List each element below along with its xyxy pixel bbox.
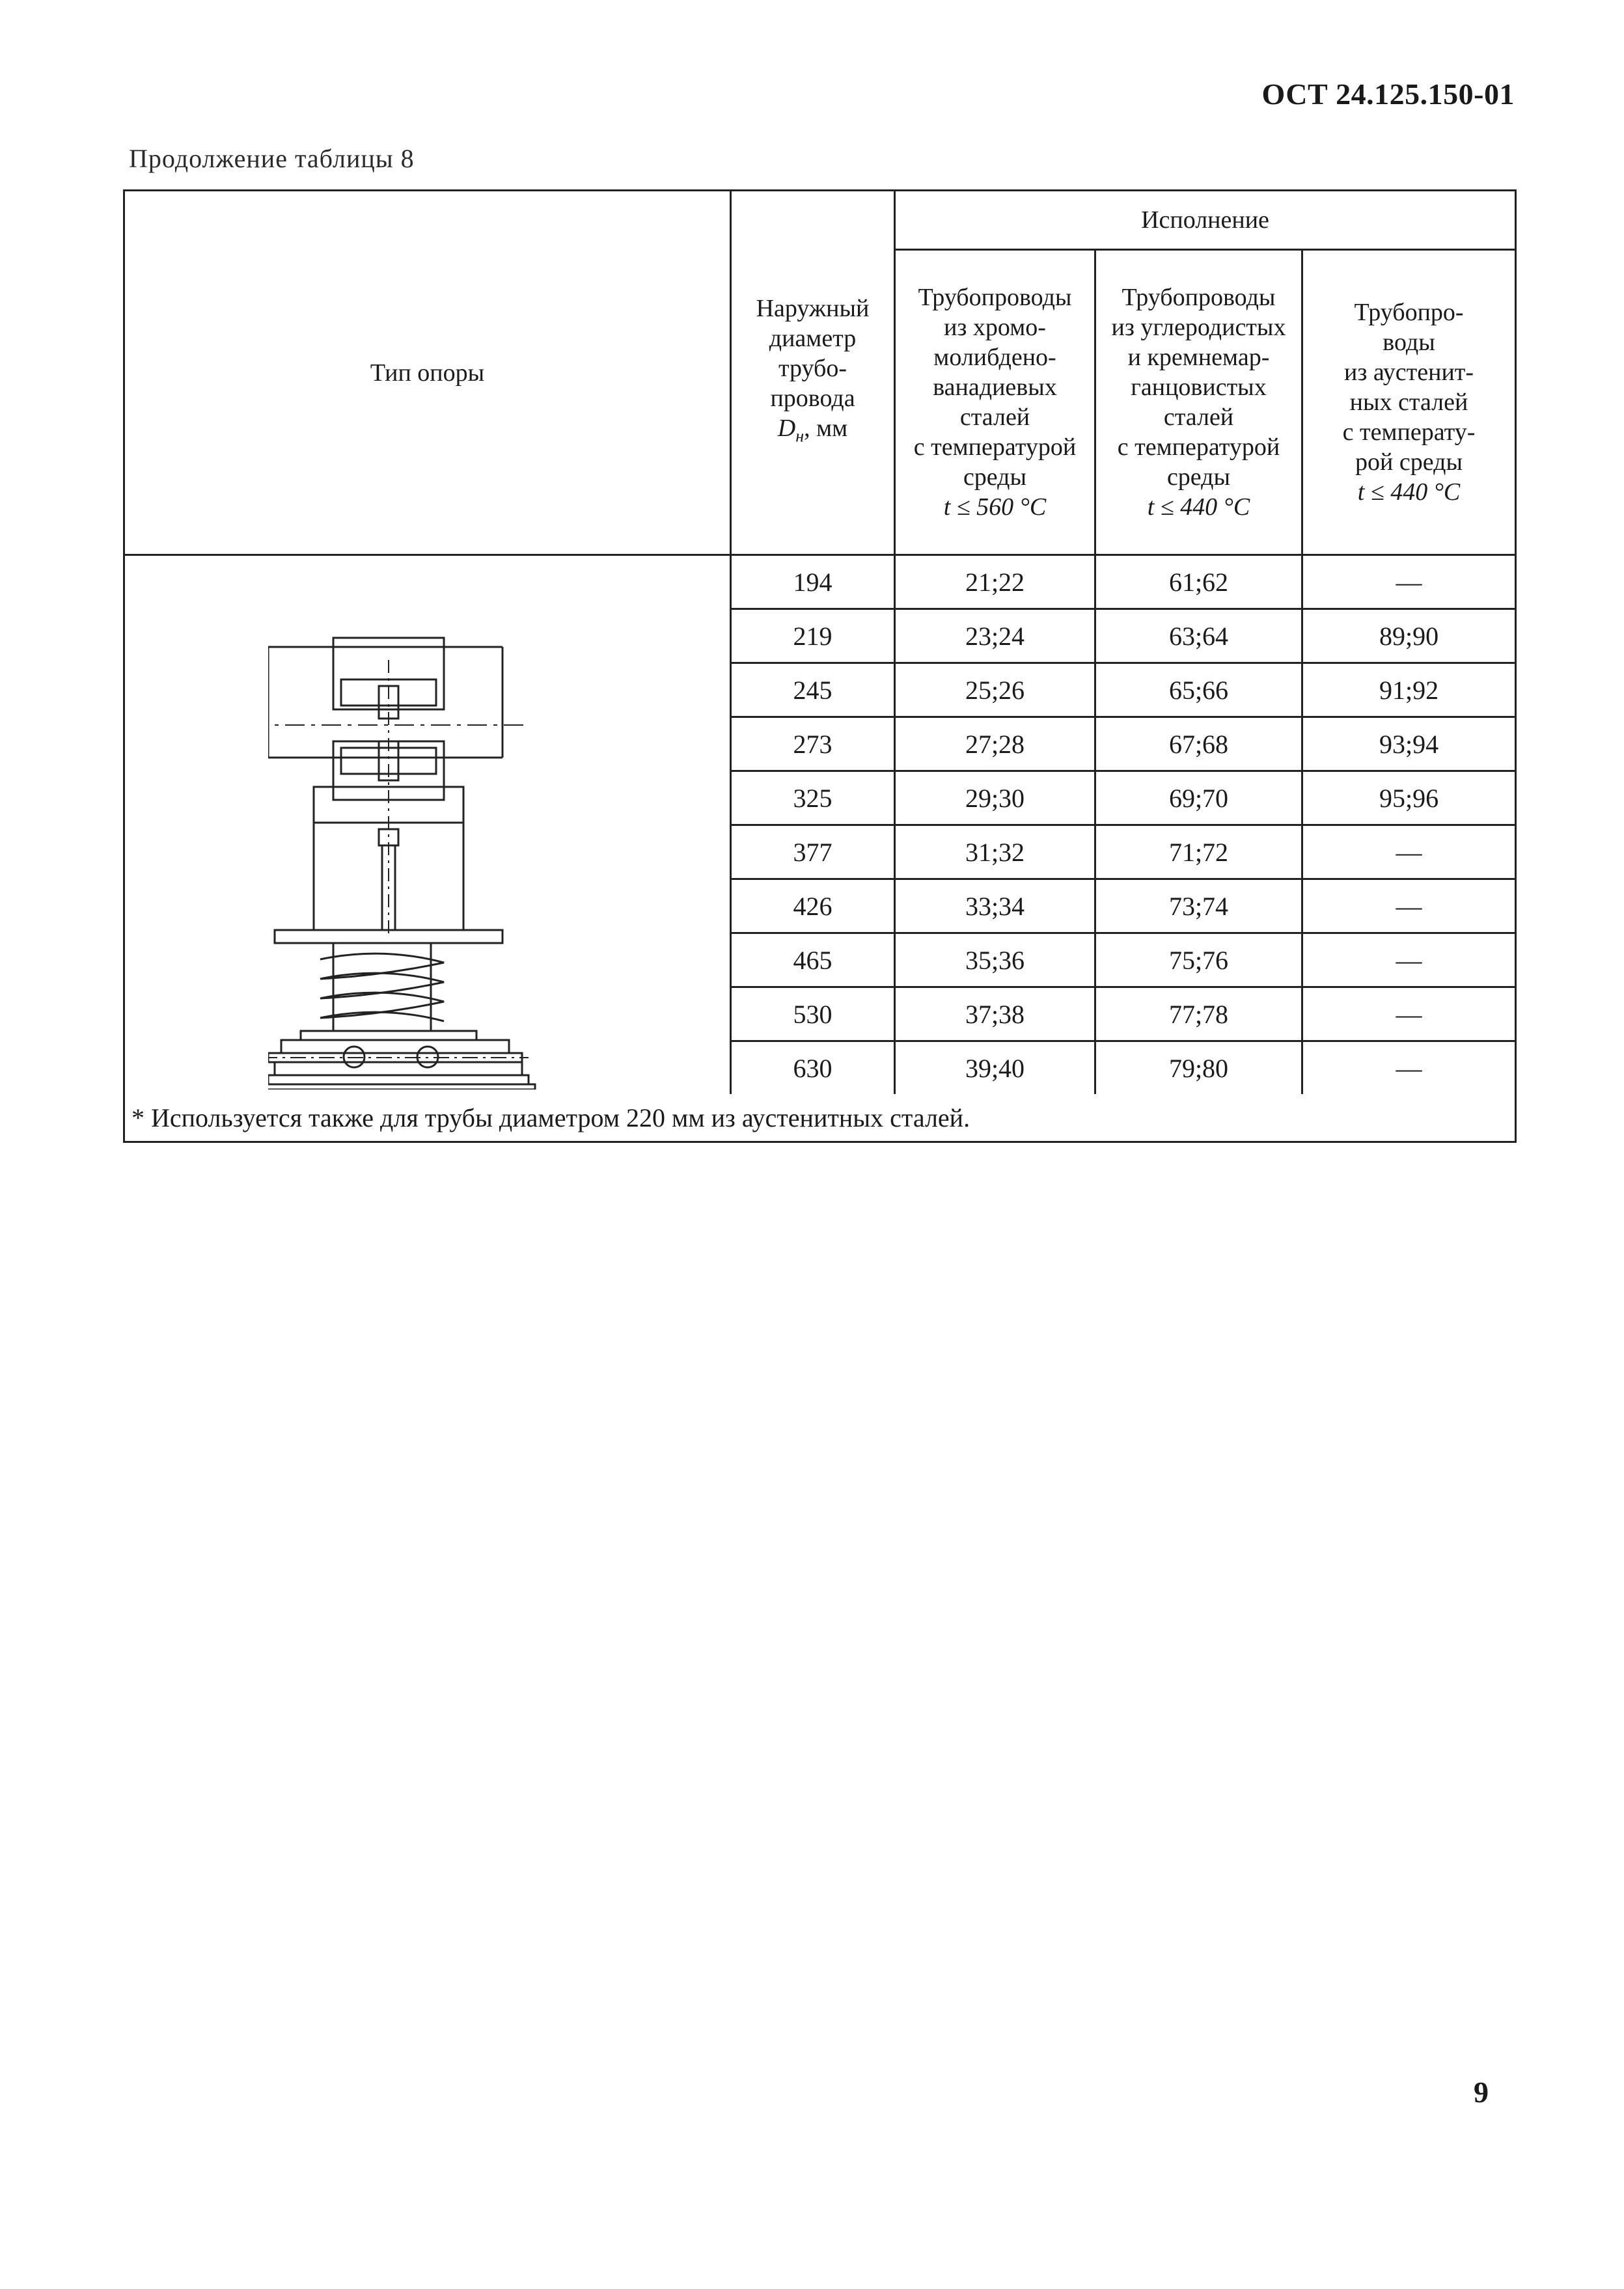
cell-carbon: 73;74: [1095, 879, 1302, 933]
header-cr-mo-v-steel: Трубопроводы из хромо- молибдено- ванадиевых сталей с температурой среды t ≤ 560 °C: [895, 250, 1095, 555]
header-outer-diameter: Наружный диаметр трубо- провода $D_н$, мм: [731, 191, 895, 555]
cell-diameter: 219: [731, 609, 895, 663]
header-support-type: Тип опоры: [124, 191, 731, 555]
cell-cr-mo-v: 33;34: [895, 879, 1095, 933]
cell-austenitic: —: [1302, 933, 1516, 987]
cell-cr-mo-v: 37;38: [895, 987, 1095, 1041]
cell-diameter: 245: [731, 663, 895, 717]
support-drawing-cell: [124, 555, 731, 1095]
support-table: [123, 189, 1517, 1143]
cell-cr-mo-v: 39;40: [895, 1041, 1095, 1095]
cell-carbon: 77;78: [1095, 987, 1302, 1041]
header-execution: Исполнение: [895, 191, 1516, 250]
table-footnote: * Используется также для трубы диаметром 220 мм из аустенитных сталей.: [124, 1094, 1516, 1142]
cell-cr-mo-v: 21;22: [895, 555, 1095, 609]
spring-support-drawing: [268, 582, 581, 1090]
cell-austenitic: 93;94: [1302, 717, 1516, 771]
cell-carbon: 63;64: [1095, 609, 1302, 663]
cell-carbon: 61;62: [1095, 555, 1302, 609]
cell-cr-mo-v: 25;26: [895, 663, 1095, 717]
cell-cr-mo-v: 27;28: [895, 717, 1095, 771]
cell-carbon: 75;76: [1095, 933, 1302, 987]
cell-diameter: 530: [731, 987, 895, 1041]
cell-austenitic: —: [1302, 825, 1516, 879]
cell-austenitic: —: [1302, 987, 1516, 1041]
cell-diameter: 194: [731, 555, 895, 609]
table-row: [124, 555, 1516, 609]
cell-cr-mo-v: 23;24: [895, 609, 1095, 663]
cell-austenitic: 91;92: [1302, 663, 1516, 717]
cell-carbon: 69;70: [1095, 771, 1302, 825]
cell-diameter: 273: [731, 717, 895, 771]
cell-diameter: 630: [731, 1041, 895, 1095]
cell-cr-mo-v: 29;30: [895, 771, 1095, 825]
cell-carbon: 67;68: [1095, 717, 1302, 771]
cell-diameter: 465: [731, 933, 895, 987]
cell-cr-mo-v: 31;32: [895, 825, 1095, 879]
cell-carbon: 79;80: [1095, 1041, 1302, 1095]
cell-diameter: 426: [731, 879, 895, 933]
table-caption: Продолжение таблицы 8: [129, 144, 415, 173]
standard-code: ОСТ 24.125.150-01: [1261, 77, 1515, 111]
cell-austenitic: 95;96: [1302, 771, 1516, 825]
cell-austenitic: 89;90: [1302, 609, 1516, 663]
cell-carbon: 65;66: [1095, 663, 1302, 717]
cell-carbon: 71;72: [1095, 825, 1302, 879]
cell-austenitic: —: [1302, 555, 1516, 609]
cell-diameter: 377: [731, 825, 895, 879]
cell-cr-mo-v: 35;36: [895, 933, 1095, 987]
header-carbon-steel: Трубопроводы из углеродистых и кремнемар- ганцовистых сталей с температурой среды t ≤ 440 °C: [1095, 250, 1302, 555]
cell-austenitic: —: [1302, 1041, 1516, 1095]
cell-diameter: 325: [731, 771, 895, 825]
cell-austenitic: —: [1302, 879, 1516, 933]
page-number: 9: [1474, 2076, 1489, 2109]
header-austenitic-steel: Трубопро- воды из аустенит- ных сталей с температу- рой среды t ≤ 440 °C: [1302, 250, 1516, 555]
